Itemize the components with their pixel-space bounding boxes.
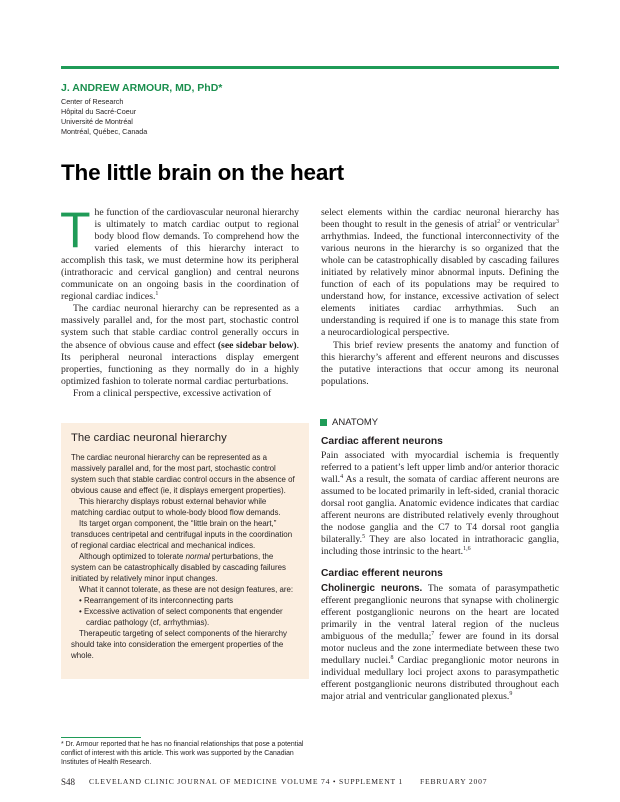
page-number: S48 <box>61 777 76 787</box>
section-heading: ANATOMY <box>332 417 379 428</box>
citation: 3 <box>556 218 559 225</box>
paragraph-text: . Its peripheral neuronal interactions display emergent properties, functioning as they normally do in a highly optimized fashion to tolerate normal cardiac perturbations. <box>61 339 299 387</box>
sidebar-bullet: • Rearrangement of its interconnecting parts <box>79 596 234 605</box>
sidebar-paragraph: This hierarchy displays robust external behavior while matching cardiac output to whole-body blood flow demands. <box>71 497 281 517</box>
citation: 4 <box>340 473 344 480</box>
paragraph-text: From a clinical perspective, excessive activation of <box>73 387 272 399</box>
sidebar-bullet: • Excessive activation of select components that engender cardiac pathology (cf, arrhythmias). <box>79 607 283 627</box>
footnote: * Dr. Armour reported that he has no financial relationships that pose a potential conflict of interest with this article. This work was supported by the Canadian Institutes of Health Research. <box>61 741 304 767</box>
citation: 5 <box>362 534 366 541</box>
emphasis: normal <box>185 552 210 561</box>
author-name: J. ANDREW ARMOUR, MD, PhD* <box>61 82 223 94</box>
citation: 2 <box>497 218 501 225</box>
author-affiliation <box>61 97 147 137</box>
sidebar-paragraph: What it cannot tolerate, as these are not design features, are: <box>79 585 294 594</box>
sidebar-paragraph: Its target organ component, the “little brain on the heart,” transduces centripetal and centrifugal inputs in the coordination of regional cardiac electrical and mechanical indices. <box>71 519 293 550</box>
paragraph-text: The cardiac neuronal hierarchy can be represented as a massively parallel and, for the most part, stochastic control system such that stable cardiac control generally occurs in the absence of obvious cause and effect <box>61 303 299 351</box>
article-title: The little brain on the heart <box>61 160 344 185</box>
right-column-bottom: Cardiac afferent neurons Pain associated with myocardial ischemia is frequently referred to a patient’s left upper limb and/or anterior thoracic wall.$^4$ As a result, the somata of cardiac afferent neurons are assumed to be located primarily in left-sided, cranial thoracic dorsal root ganglia. Anatomic evidence indicates that cardiac afferent neurons are distributed relatively evenly throughout the nodose ganglia and the C7 to T4 dorsal root ganglia bilaterally.$^5$ They are also located in intrathoracic ganglia, including those intrinsic to the heart.$^{1,6}$ Cardiac efferent neurons Cholinergic neurons. The somata of parasympathetic efferent preganglionic neurons that synapse with cholinergic efferent postganglionic neurons on the heart are located primarily in the ventral lateral region of the nucleus ambiguous of the medulla;$^7$ fewer are found in its dorsal motor nucleus and the zone intermediate between these two medullary nuclei.$^8$ Cardiac preganglionic motor neurons in individual medullary loci project axons to parasympathetic efferent postganglionic neurons distributed throughout each major atrial and ventricular ganglionated plexus.$^9$ <box>321 436 559 702</box>
volume-info: VOLUME 74 • SUPPLEMENT 1 <box>281 777 404 786</box>
sidebar-reference: (see sidebar below) <box>217 339 297 351</box>
footnote-rule <box>61 737 141 738</box>
intro-paragraph: he function of the cardiovascular neuronal hierarchy is ultimately to match cardiac output to regional body blood flow demands. To comprehend how the varied elements of this hierarchy interact to accomplish this task, we must determine how its peripheral (intrathoracic and cervical ganglion) and central neurons communicate on an ongoing basis in the coordination of regional cardiac indices. <box>61 207 299 303</box>
section-marker <box>320 419 327 426</box>
citation: 1 <box>155 291 159 298</box>
citation: 9 <box>509 690 513 697</box>
affiliation-line: Montréal, Québec, Canada <box>61 127 148 136</box>
affiliation-line: Université de Montréal <box>61 117 133 126</box>
sidebar-title: The cardiac neuronal hierarchy <box>71 432 227 444</box>
run-in-heading: Cholinergic neurons. <box>321 582 423 594</box>
sidebar-paragraph: Although optimized to tolerate normal perturbations, the system can be catastrophically disabled by cascading failures initiated by relatively minor input changes. <box>71 552 286 583</box>
sidebar-body <box>71 452 300 661</box>
issue-date: FEBRUARY 2007 <box>420 777 488 786</box>
subsection-heading: Cardiac efferent neurons <box>321 568 443 580</box>
right-column-top: select elements within the cardiac neuronal hierarchy has been thought to result in the genesis of atrial$^2$ or ventricular$^3$ arrhythmias. Indeed, the functional interconnectivity of the various neurons in the hierarchy is so organized that the whole can be catastrophically disabled by cascading failures initiated by relatively minor abnormal inputs. Defining the function of each of its populations may be required to understand how, for instance, excessive activation of select elements initiates cardiac arrhythmias. Such an understanding is required if one is to manage this state from a neurocardiological perspective. This brief review presents the anatomy and function of this hierarchy’s afferent and efferent neurons and discusses the putative interactions that occur among its neuronal populations. <box>321 207 559 387</box>
left-column <box>60 202 299 400</box>
citation: 7 <box>431 630 435 637</box>
affiliation-line: Center of Research <box>61 97 124 106</box>
subsection-heading: Cardiac afferent neurons <box>321 436 443 447</box>
sidebar-paragraph: The cardiac neuronal hierarchy can be represented as a massively parallel and, for the most part, stochastic control system such that stable cardiac control occurs in the absence of obvious cause and effect (ie, it displays emergent properties). <box>71 453 295 495</box>
drop-cap: T <box>60 202 91 258</box>
sidebar-paragraph: Therapeutic targeting of select components of the hierarchy should take into consideration the emergent properties of the whole. <box>71 629 287 660</box>
citation: 1,6 <box>463 546 471 553</box>
header-rule <box>61 66 559 69</box>
citation: 8 <box>390 654 394 661</box>
paragraph-text: This brief review presents the anatomy and function of this hierarchy’s afferent and efferent neurons and discusses the putative interactions that occur among its neuronal populations. <box>321 339 559 387</box>
journal-name: CLEVELAND CLINIC JOURNAL OF MEDICINE <box>89 777 278 786</box>
affiliation-line: Hôpital du Sacré-Coeur <box>61 107 137 116</box>
